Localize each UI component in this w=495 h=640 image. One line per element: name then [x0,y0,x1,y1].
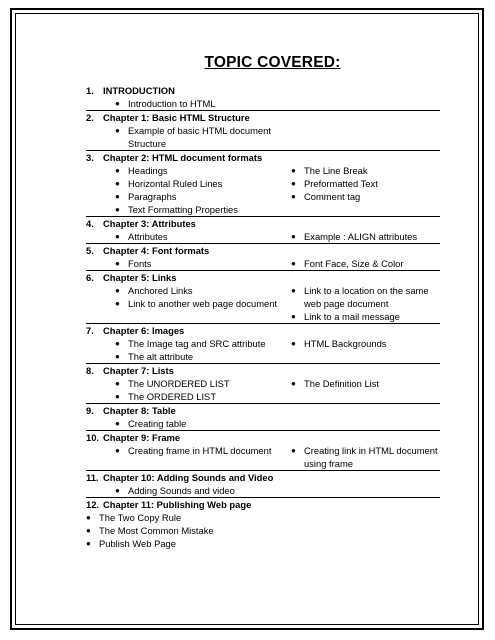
bullet-icon: ● [291,286,296,295]
bullet-icon: ● [115,486,120,495]
list-item [291,164,378,177]
chapter-items-left [86,417,291,430]
chapter-items [86,230,440,243]
chapter-items-right [291,257,404,270]
bullet-icon: ● [115,179,120,188]
list-item-text: Comment tag [304,191,361,202]
list-item [291,284,440,310]
bullet-icon: ● [86,513,91,522]
list-item-text: Anchored Links [128,285,193,296]
list-item [115,230,291,243]
bullet-icon: ● [291,166,296,175]
list-item [115,337,291,350]
chapter-items [86,377,440,403]
chapter-items-left [86,124,291,150]
chapter-title: Chapter 4: Font formats [103,245,210,256]
chapter-heading [86,217,440,230]
list-item [291,190,378,203]
list-item [115,297,291,310]
list-item-text: Preformatted Text [304,178,378,189]
list-item-text: HTML Backgrounds [304,338,387,349]
chapter-number: 6. [86,272,94,283]
chapter-section [86,498,440,511]
chapter-items [86,97,440,110]
list-item-text: Creating table [128,418,187,429]
list-item-text: The ORDERED LIST [128,391,217,402]
chapter-number: 2. [86,112,94,123]
list-item [291,444,440,470]
chapter-title: Chapter 7: Lists [103,365,174,376]
list-item-text: Example : ALIGN attributes [304,231,418,242]
bullet-icon: ● [115,419,120,428]
chapter-number: 7. [86,325,94,336]
chapter-heading [86,84,440,97]
chapter-title: Chapter 3: Attributes [103,218,196,229]
chapter-items-right [291,377,379,403]
list-item [115,390,291,403]
bullet-icon: ● [115,352,120,361]
chapter-heading [86,431,440,444]
bullet-icon: ● [115,299,120,308]
chapter-items-left [86,337,291,363]
chapter-items-right [291,230,417,243]
list-item-text: Horizontal Ruled Lines [128,178,223,189]
chapter-title: Chapter 11: Publishing Web page [103,499,252,510]
chapter-items-left [86,444,291,470]
chapter-heading [86,111,440,124]
list-item-text: The Definition List [304,378,380,389]
chapter-items [86,337,440,363]
list-item [115,484,291,497]
bullet-icon: ● [291,192,296,201]
chapter-title: Chapter 10: Adding Sounds and Video [103,472,274,483]
list-item-text: The Most Common Mistake [99,525,214,536]
list-item-text: The Two Copy Rule [99,512,182,523]
bullet-icon: ● [291,259,296,268]
list-item [115,284,291,297]
chapter-items-left [86,484,291,497]
chapter-items-right [291,337,387,363]
chapter-heading [86,404,440,417]
list-item-text: Font Face, Size & Color [304,258,404,269]
list-item [86,511,440,524]
list-item [291,177,378,190]
list-item-text: Publish Web Page [99,538,176,549]
bullet-icon: ● [115,99,120,108]
list-item-text: The Image tag and SRC attribute [128,338,266,349]
list-item [115,444,291,457]
list-item [86,537,440,550]
list-item [291,230,417,243]
chapter-number: 12. [86,499,100,510]
list-item [291,377,379,390]
list-item-text: The alt attribute [128,351,194,362]
table-of-contents [86,84,440,550]
list-item-text: Headings [128,165,168,176]
list-item [115,417,291,430]
list-item [86,524,440,537]
chapter-heading [86,271,440,284]
chapter-items-left [86,284,291,323]
list-item-text: Fonts [128,258,152,269]
chapter-heading [86,244,440,257]
chapter-section [86,404,440,431]
chapter-items [86,257,440,270]
chapter-section [86,471,440,498]
bullet-icon: ● [291,339,296,348]
bullet-icon: ● [115,446,120,455]
chapter-title: Chapter 6: Images [103,325,185,336]
chapter-items-left [86,377,291,403]
chapter-items [86,417,440,430]
list-item [115,190,291,203]
chapter-items-left [86,257,291,270]
list-item-text: The UNORDERED LIST [128,378,230,389]
chapter-items-right [291,444,440,470]
list-item [291,310,440,323]
list-item-text: Text Formatting Properties [128,204,238,215]
chapter-items-right [291,164,378,216]
chapter-title: Chapter 9: Frame [103,432,181,443]
bullet-icon: ● [291,446,296,455]
list-item [115,124,291,150]
chapter-items [86,164,440,216]
chapter-items-left [86,97,291,110]
page-title: TOPIC COVERED: [204,54,341,71]
bullet-icon: ● [115,259,120,268]
chapter-title: Chapter 2: HTML document formats [103,152,263,163]
chapter-title: INTRODUCTION [103,85,175,96]
chapter-heading [86,364,440,377]
list-item [115,377,291,390]
chapter-section [86,324,440,364]
bullet-icon: ● [115,166,120,175]
chapter-section [86,271,440,324]
chapter-items-left [86,164,291,216]
bullet-icon: ● [291,232,296,241]
chapter-number: 8. [86,365,94,376]
list-item [115,350,291,363]
bullet-icon: ● [115,392,120,401]
chapter-number: 5. [86,245,94,256]
bullet-icon: ● [291,379,296,388]
bullet-icon: ● [115,205,120,214]
list-item [291,257,404,270]
bullet-icon: ● [115,379,120,388]
list-item [115,164,291,177]
list-item-text: Link to another web page document [128,298,278,309]
list-item-text: Attributes [128,231,168,242]
chapter-number: 11. [86,472,99,483]
list-item [115,177,291,190]
bullet-icon: ● [115,126,120,135]
chapter-number: 1. [86,85,94,96]
chapter-title: Chapter 8: Table [103,405,176,416]
chapter-heading [86,498,440,511]
chapter-section [86,84,440,111]
chapter-items [86,284,440,323]
chapter-number: 3. [86,152,94,163]
page-title-row [0,54,495,72]
chapter-heading [86,471,440,484]
list-item-text: The Line Break [304,165,368,176]
chapter-title: Chapter 5: Links [103,272,177,283]
list-item [291,337,387,350]
trailing-list [86,511,440,550]
bullet-icon: ● [115,286,120,295]
list-item-text: Link to a location on the same web page document [304,285,429,309]
list-item-text: Creating link in HTML document using frame [304,445,438,469]
chapter-section [86,431,440,471]
list-item-text: Introduction to HTML [128,98,216,109]
chapter-section [86,244,440,271]
list-item-text: Example of basic HTML document Structure [128,125,271,149]
chapter-items-right [291,284,440,323]
chapter-heading [86,324,440,337]
bullet-icon: ● [291,312,296,321]
bullet-icon: ● [86,526,91,535]
list-item-text: Link to a mail message [304,311,400,322]
chapter-items [86,124,440,150]
list-item-text: Paragraphs [128,191,177,202]
list-item [115,203,291,216]
chapter-section [86,111,440,151]
chapter-number: 10. [86,432,100,443]
chapter-section [86,217,440,244]
list-item [115,257,291,270]
chapter-items [86,484,440,497]
chapter-number: 9. [86,405,94,416]
chapter-title: Chapter 1: Basic HTML Structure [103,112,250,123]
chapter-section [86,364,440,404]
list-item [115,97,291,110]
list-item-text: Creating frame in HTML document [128,445,272,456]
bullet-icon: ● [115,339,120,348]
list-item-text: Adding Sounds and video [128,485,235,496]
bullet-icon: ● [115,232,120,241]
bullet-icon: ● [291,179,296,188]
chapter-heading [86,151,440,164]
chapter-items-left [86,230,291,243]
bullet-icon: ● [86,539,91,548]
bullet-icon: ● [115,192,120,201]
chapter-number: 4. [86,218,94,229]
chapter-items [86,444,440,470]
chapter-section [86,151,440,217]
